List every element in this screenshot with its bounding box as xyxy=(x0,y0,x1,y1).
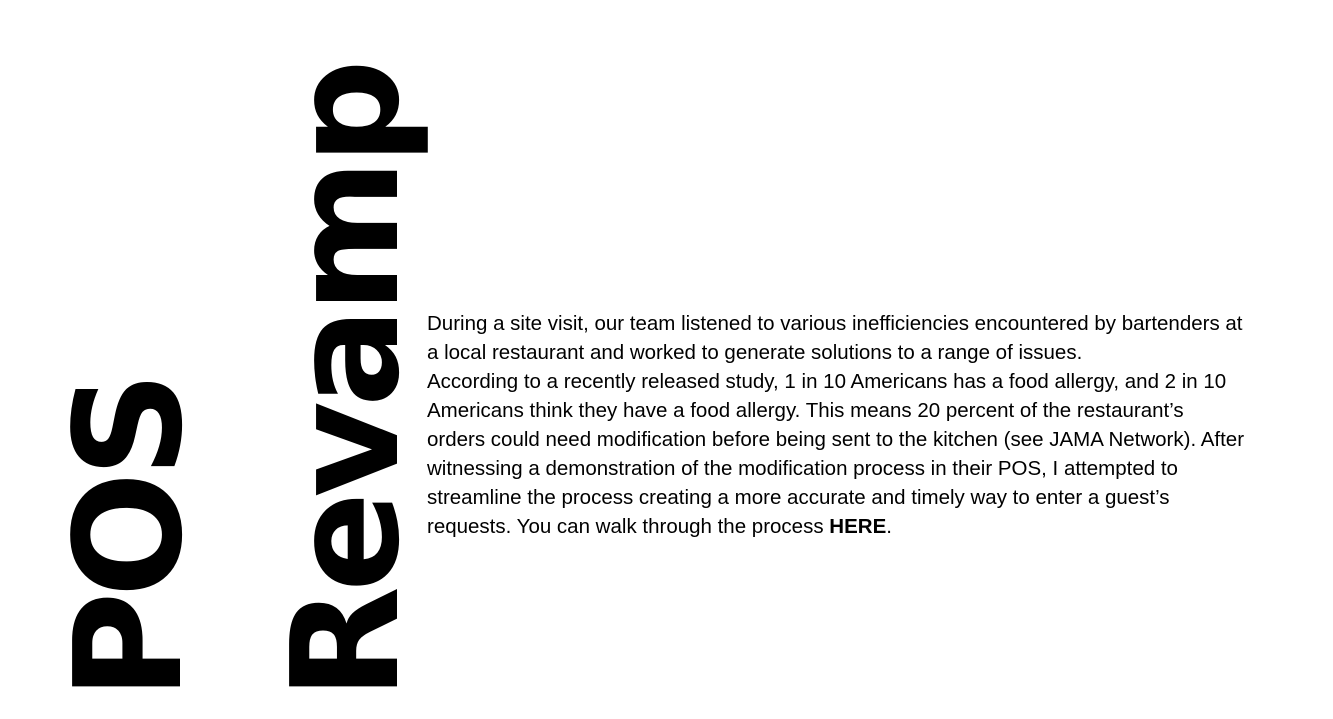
project-description xyxy=(427,309,1247,541)
title-word-pos: POS xyxy=(43,377,215,700)
description-paragraph-intro: During a site visit, our team listened to various inefficiencies encountered by bartenders at a local restaurant and worked to generate solutions to a range of issues. xyxy=(427,312,1243,364)
here-link[interactable]: HERE xyxy=(829,515,887,538)
title-word-revamp: Revamp xyxy=(260,65,432,700)
description-paragraph-allergy-text: According to a recently released study, 1 in 10 Americans has a food allergy, and 2 in 10 Americans think they have a food allergy. This means 20 percent of the restaurant’s orders could need modification before being sent to the kitchen (see JAMA Network). After witnessing a demonstration of the modification process in their POS, I attempted to streamline the process creating a more accurate and timely way to enter a guest’s requests. You can walk through the process xyxy=(427,370,1245,538)
description-paragraph-allergy xyxy=(427,367,1247,541)
description-trailing-period: . xyxy=(886,515,892,538)
